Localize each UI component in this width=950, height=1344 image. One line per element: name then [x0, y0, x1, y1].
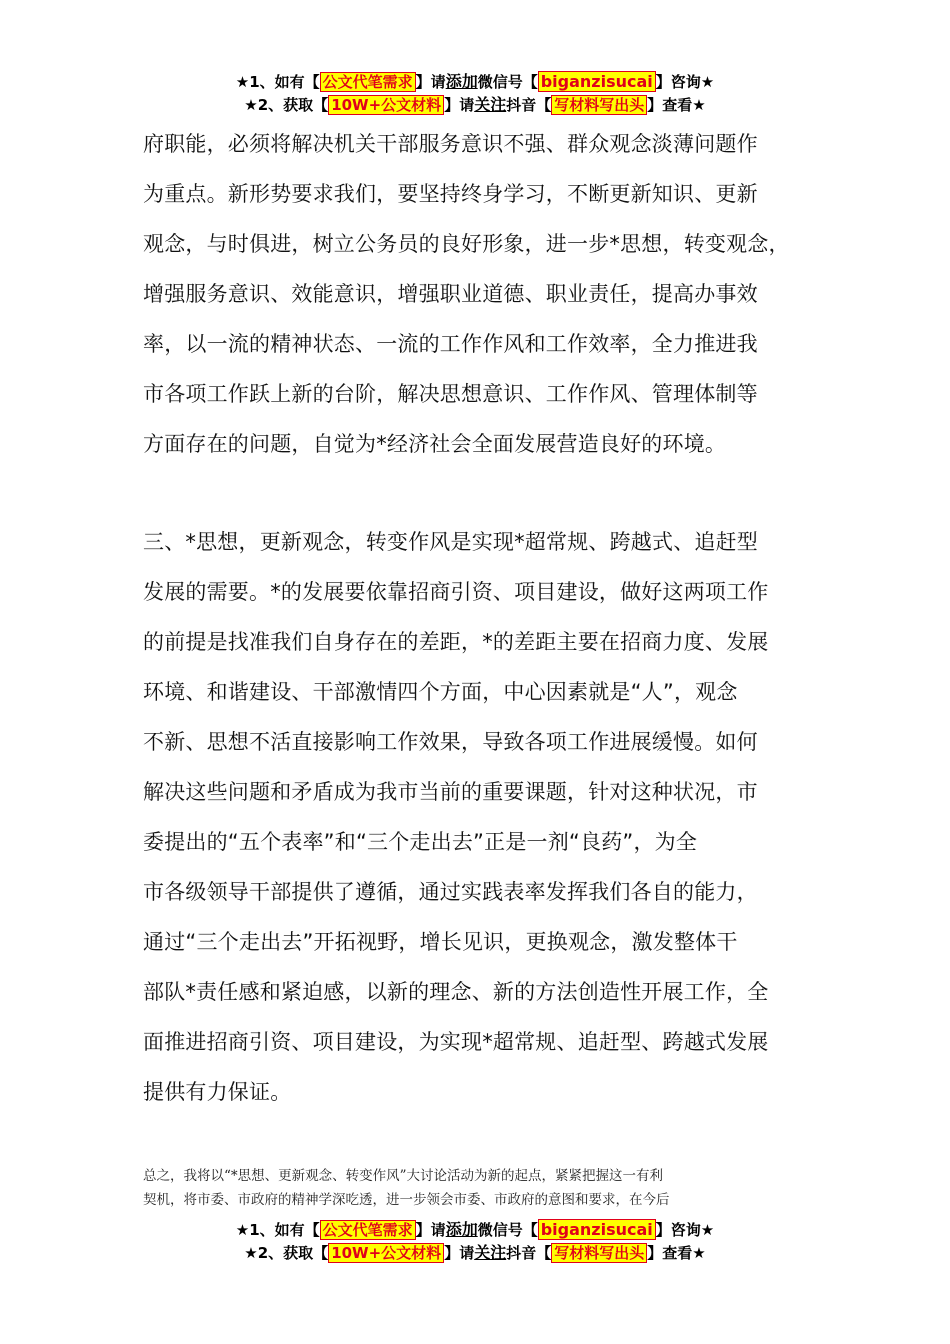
promo-banner-top	[0, 70, 950, 116]
text-line: 观念，与时俱进，树立公务员的良好形象，进一步*思想，转变观念，	[143, 232, 790, 256]
banner-text: 】请	[415, 73, 446, 91]
paragraph-2	[143, 517, 833, 1117]
banner-text: ★2、获取【	[244, 1244, 329, 1262]
text-line: 提供有力保证。	[143, 1080, 292, 1104]
banner-text: 】查看★	[647, 1244, 706, 1262]
banner-text: 抖音【	[506, 96, 552, 114]
text-line: 通过“三个走出去”开拓视野，增长见识，更换观念，激发整体干	[143, 930, 738, 954]
text-line: 委提出的“五个表率”和“三个走出去”正是一剂“良药”，为全	[143, 830, 698, 854]
banner-line-2	[0, 93, 950, 116]
banner-text: 】咨询★	[655, 73, 715, 91]
paragraph-1	[143, 119, 833, 469]
text-line: 市各级领导干部提供了遵循，通过实践表率发挥我们各自的能力，	[143, 880, 758, 904]
text-line: 契机，将市委、市政府的精神学深吃透，进一步领会市委、市政府的意图和要求，在今后	[143, 1192, 670, 1208]
banner-wechat-id: biganzisucai	[538, 71, 656, 92]
text-line: 增强服务意识、效能意识，增强职业道德、职业责任，提高办事效	[143, 282, 758, 306]
banner-underline: 关注	[474, 1243, 507, 1262]
banner-underline: 关注	[474, 95, 507, 114]
banner-text: 微信号【	[477, 73, 538, 91]
banner-highlight: 公文代笔需求	[320, 1220, 416, 1240]
promo-banner-bottom	[0, 1218, 950, 1264]
banner-text: 】请	[415, 1221, 446, 1239]
text-line: 不新、思想不活直接影响工作效果，导致各项工作进展缓慢。如何	[143, 730, 758, 754]
banner-underline: 添加	[445, 1220, 478, 1239]
banner-underline: 添加	[445, 72, 478, 91]
text-line: 市各项工作跃上新的台阶，解决思想意识、工作作风、管理体制等	[143, 382, 758, 406]
banner-highlight: 10W+公文材料	[328, 95, 444, 115]
banner-line-1	[0, 70, 950, 93]
banner-text: ★2、获取【	[244, 96, 329, 114]
text-line: 总之，我将以“*思想、更新观念、转变作风”大讨论活动为新的起点，紧紧把握这一有利	[143, 1168, 664, 1184]
banner-text: 】请	[444, 1244, 475, 1262]
banner-highlight: 公文代笔需求	[320, 72, 416, 92]
text-line: 三、*思想，更新观念，转变作风是实现*超常规、跨越式、追赶型	[143, 530, 758, 554]
banner-text: 微信号【	[477, 1221, 538, 1239]
text-line: 面推进招商引资、项目建设，为实现*超常规、追赶型、跨越式发展	[143, 1030, 769, 1054]
text-line: 解决这些问题和矛盾成为我市当前的重要课题，针对这种状况，市	[143, 780, 758, 804]
banner-line-1	[0, 1218, 950, 1241]
text-line: 的前提是找准我们自身存在的差距，*的差距主要在招商力度、发展	[143, 630, 769, 654]
text-line: 环境、和谐建设、干部激情四个方面，中心因素就是“人”，观念	[143, 680, 738, 704]
banner-line-2	[0, 1241, 950, 1264]
text-line: 率，以一流的精神状态、一流的工作作风和工作效率，全力推进我	[143, 332, 758, 356]
text-line: 为重点。新形势要求我们，要坚持终身学习，不断更新知识、更新	[143, 182, 758, 206]
banner-text: ★1、如有【	[235, 1221, 320, 1239]
text-line: 发展的需要。*的发展要依靠招商引资、项目建设，做好这两项工作	[143, 580, 769, 604]
banner-wechat-id: biganzisucai	[538, 1219, 656, 1240]
banner-text: 】咨询★	[655, 1221, 715, 1239]
banner-text: 抖音【	[506, 1244, 552, 1262]
banner-text: ★1、如有【	[235, 73, 320, 91]
banner-douyin-id: 写材料写出头	[551, 1243, 647, 1263]
banner-douyin-id: 写材料写出头	[551, 95, 647, 115]
banner-text: 】查看★	[647, 96, 706, 114]
text-line: 府职能，必须将解决机关干部服务意识不强、群众观念淡薄问题作	[143, 132, 758, 156]
banner-text: 】请	[444, 96, 475, 114]
conclusion-paragraph	[143, 1164, 823, 1212]
text-line: 方面存在的问题，自觉为*经济社会全面发展营造良好的环境。	[143, 432, 727, 456]
banner-highlight: 10W+公文材料	[328, 1243, 444, 1263]
text-line: 部队*责任感和紧迫感，以新的理念、新的方法创造性开展工作，全	[143, 980, 769, 1004]
